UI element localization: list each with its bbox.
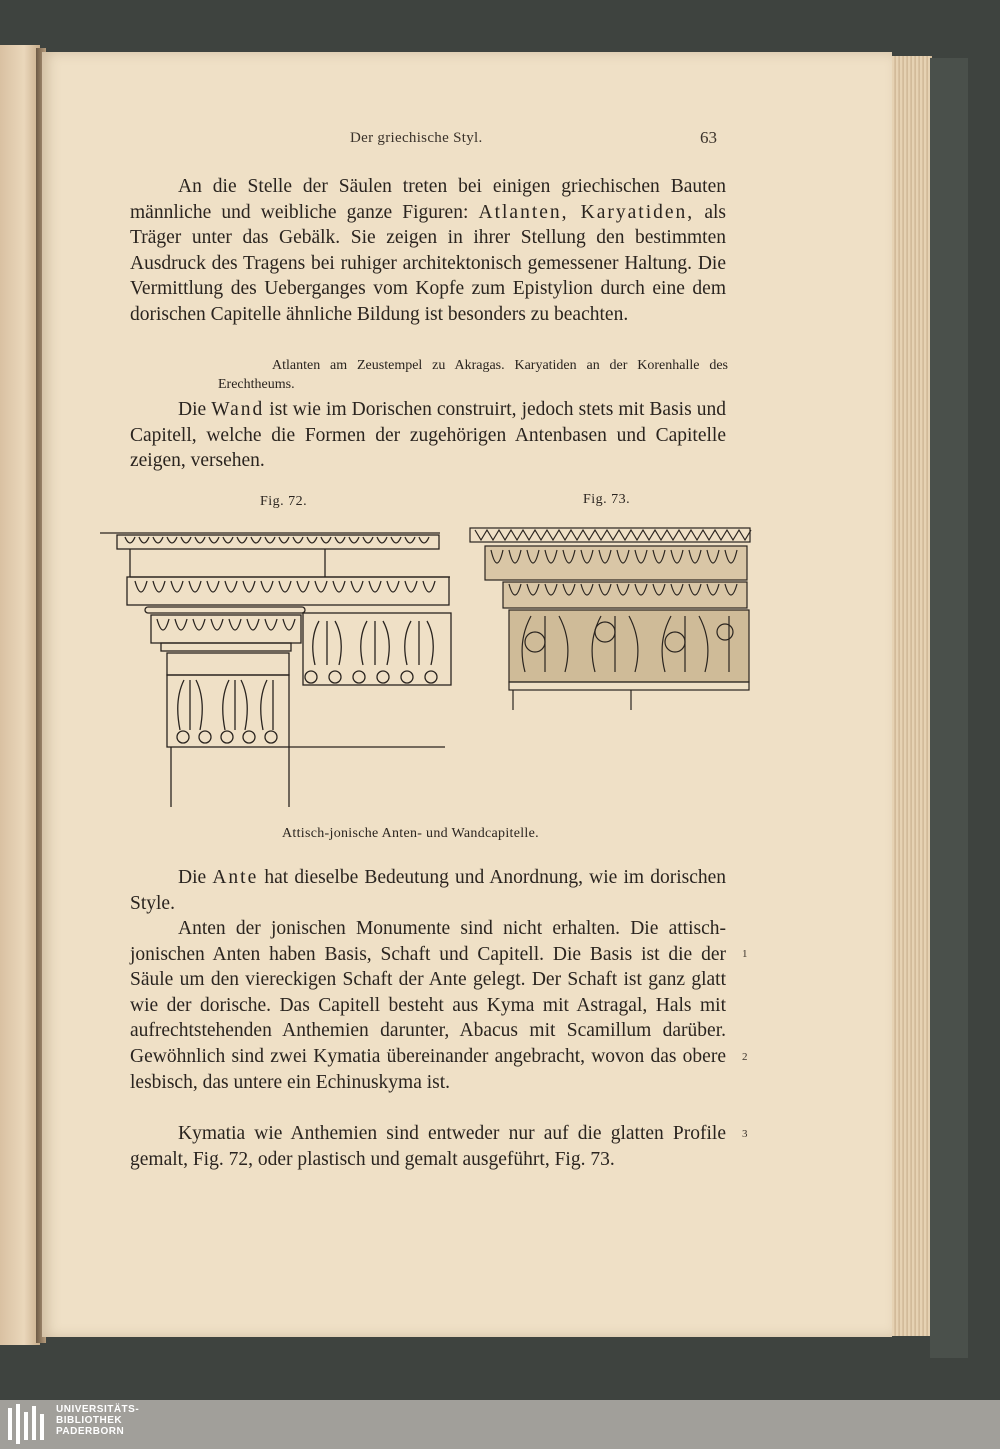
book-cover bbox=[930, 58, 968, 1358]
fig72-label: Fig. 72. bbox=[260, 494, 308, 509]
library-name-line-2: BIBLIOTHEK bbox=[56, 1415, 123, 1426]
para1-text-a: An die Stelle der Säulen treten bei einigen griechischen Bauten männliche und weibliche ganze Figuren: bbox=[130, 176, 726, 223]
para3-spaced-term: Ante bbox=[212, 867, 259, 888]
library-logo bbox=[6, 1402, 146, 1446]
para4-text: Anten der jonischen Monumente sind nicht erhalten. Die attisch-jonischen Anten haben Basis, Schaft und Capitell. Die Basis ist die der Säule um den viereckigen Schaft der Ante gelegt. Der Schaft ist ganz glatt wie der dorische. Das Capitell besteht aus Kyma mit Astragal, Hals mit aufrechtstehenden Anthemien darunter, Abacus mit Scamillum darüber. Gewöhnlich sind zwei Kymatia übereinander angebracht, wovon das obere lesbisch, das untere ein Echinuskyma ist. bbox=[130, 918, 726, 1093]
margin-number-2: 2 bbox=[742, 1051, 748, 1063]
margin-number-1: 1 bbox=[742, 948, 748, 960]
paragraph-1 bbox=[130, 174, 726, 328]
fig73-label: Fig. 73. bbox=[583, 492, 631, 507]
margin-number-3: 3 bbox=[742, 1128, 748, 1140]
library-mark-icon bbox=[8, 1404, 44, 1444]
paragraph-5 bbox=[130, 1121, 726, 1172]
para1-spaced-term: Atlanten, Karyatiden, bbox=[478, 201, 695, 223]
paragraph-3 bbox=[130, 865, 726, 916]
library-name-line-3: PADERBORN bbox=[56, 1426, 125, 1437]
para2-text-a: Die bbox=[178, 399, 212, 420]
para1-text-c: als Träger unter das Gebälk. Sie zeigen in ihrer Stellung den bestimmten Ausdruck des Tragens bei ruhiger architektonisch gemessener Haltung. Die Vermittlung des Ueberganges vom Kopfe zum Epistylion durch eine dem dorischen Capitelle ähnliche Bildung ist besonders zu beachten. bbox=[130, 201, 726, 325]
note-1 bbox=[218, 357, 728, 394]
para5-text: Kymatia wie Anthemien sind entweder nur auf die glatten Profile gemalt, Fig. 72, oder plastisch und gemalt ausgeführt, Fig. 73. bbox=[130, 1123, 726, 1170]
para3-text-a: Die bbox=[178, 867, 213, 888]
left-page-edge bbox=[0, 45, 40, 1345]
para3-text-c: hat dieselbe Bedeutung und Anordnung, wie im dorischen Style. bbox=[130, 867, 727, 914]
library-name bbox=[56, 1404, 139, 1437]
running-header: Der griechische Styl. bbox=[350, 130, 483, 146]
fig72-capital-illustration bbox=[95, 525, 455, 810]
library-footer bbox=[0, 1400, 1000, 1449]
fig73-capital-illustration bbox=[465, 522, 755, 712]
note-1-text: Atlanten am Zeustempel zu Akragas. Karyatiden an der Korenhalle des Erechtheums. bbox=[218, 358, 728, 392]
library-name-line-1: UNIVERSITÄTS- bbox=[56, 1404, 140, 1415]
paragraph-2 bbox=[130, 397, 726, 474]
paragraph-4 bbox=[130, 916, 726, 1095]
para2-spaced-term: Wand bbox=[211, 399, 265, 420]
para2-text-c: ist wie im Dorischen construirt, jedoch stets mit Basis und Capitell, welche die Formen der zugehörigen Antenbasen und Capitelle zeigen, versehen. bbox=[130, 399, 727, 472]
page-number: 63 bbox=[700, 128, 717, 147]
figure-caption: Attisch-jonische Anten- und Wandcapitelle. bbox=[282, 826, 539, 841]
